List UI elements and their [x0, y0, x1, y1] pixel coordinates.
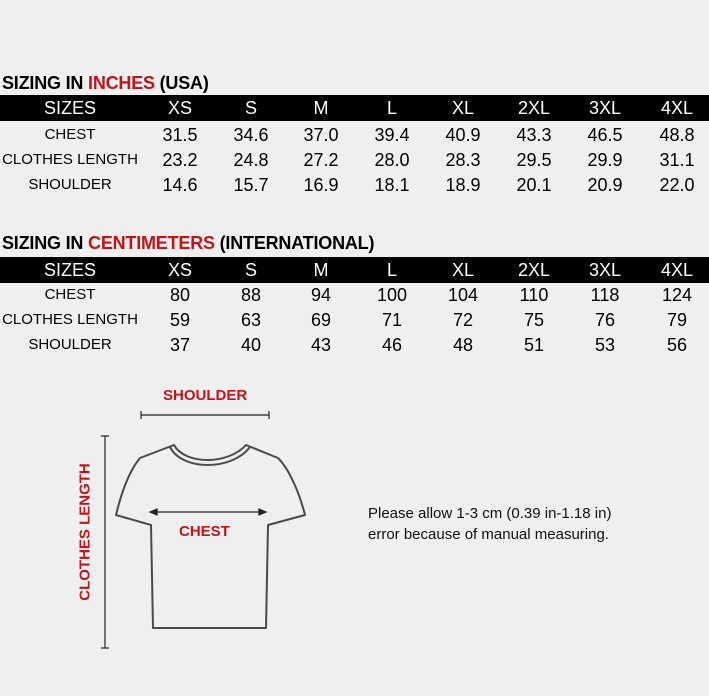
row-label: CLOTHES LENGTH	[2, 311, 138, 328]
header-label: SIZES	[43, 260, 96, 280]
table-cell: 110	[519, 285, 549, 305]
size-header: L	[386, 98, 397, 118]
centimeters-table	[0, 233, 709, 363]
size-header: S	[244, 260, 257, 280]
chest-measure-arrow	[150, 509, 266, 515]
table-cell: 23.2	[162, 150, 198, 170]
row-label: CHEST	[44, 126, 96, 143]
table-cell: 24.8	[233, 150, 269, 170]
table-cell: 56	[666, 335, 688, 355]
table-cell: 79	[666, 310, 688, 330]
table-cell: 59	[169, 310, 191, 330]
row-label: SHOULDER	[28, 336, 112, 353]
note-line-2: error because of manual measuring.	[368, 526, 609, 543]
table-row-shoulder	[0, 333, 709, 357]
table-cell: 48	[452, 335, 474, 355]
table-cell: 22.0	[659, 175, 695, 195]
inches-header-row	[0, 95, 709, 121]
table-cell: 71	[381, 310, 403, 330]
inches-table	[0, 73, 709, 203]
table-cell: 118	[590, 285, 620, 305]
size-header: S	[244, 98, 257, 118]
inches-title: SIZING IN INCHES (USA)	[2, 73, 209, 93]
table-row-shoulder	[0, 173, 709, 197]
centimeters-title: SIZING IN CENTIMETERS (INTERNATIONAL)	[2, 233, 375, 253]
size-header: M	[313, 98, 329, 118]
table-cell: 28.0	[374, 150, 410, 170]
shoulder-measure-line	[141, 411, 269, 419]
size-header: XL	[451, 260, 475, 280]
table-cell: 18.1	[374, 175, 410, 195]
size-header: 4XL	[660, 260, 694, 280]
row-label: CLOTHES LENGTH	[2, 151, 138, 168]
chest-label: CHEST	[179, 523, 230, 540]
table-row-chest	[0, 123, 709, 147]
table-cell: 124	[661, 285, 693, 305]
size-header: 3XL	[588, 98, 622, 118]
note-line-1: Please allow 1-3 cm (0.39 in-1.18 in)	[368, 505, 612, 522]
size-header: XS	[167, 98, 192, 118]
table-cell: 27.2	[303, 150, 339, 170]
row-label: CHEST	[44, 286, 96, 303]
table-cell: 53	[594, 335, 616, 355]
table-cell: 76	[594, 310, 616, 330]
table-cell: 69	[310, 310, 332, 330]
measurement-diagram	[0, 370, 709, 696]
table-cell: 31.1	[659, 150, 695, 170]
table-cell: 16.9	[303, 175, 339, 195]
length-measure-line	[101, 436, 109, 648]
table-cell: 43.3	[516, 125, 552, 145]
table-row-length	[0, 308, 709, 332]
table-cell: 20.1	[516, 175, 552, 195]
table-cell: 37	[169, 335, 191, 355]
shoulder-label: SHOULDER	[163, 387, 248, 404]
table-cell: 46.5	[587, 125, 623, 145]
table-cell: 31.5	[162, 125, 198, 145]
table-cell: 29.5	[516, 150, 552, 170]
table-cell: 15.7	[233, 175, 269, 195]
table-cell: 39.4	[374, 125, 410, 145]
clothes-length-label: CLOTHES LENGTH	[76, 463, 94, 601]
size-header: 3XL	[588, 260, 622, 280]
table-cell: 63	[240, 310, 262, 330]
table-cell: 18.9	[445, 175, 481, 195]
size-header: L	[386, 260, 397, 280]
size-header: M	[313, 260, 329, 280]
table-cell: 51	[523, 335, 545, 355]
table-cell: 88	[240, 285, 262, 305]
table-cell: 46	[381, 335, 403, 355]
table-cell: 75	[523, 310, 545, 330]
size-header: 2XL	[517, 98, 551, 118]
table-cell: 72	[452, 310, 474, 330]
table-cell: 37.0	[303, 125, 339, 145]
table-cell: 40.9	[445, 125, 481, 145]
centimeters-header-row	[0, 257, 709, 283]
table-cell: 43	[310, 335, 332, 355]
table-cell: 40	[240, 335, 262, 355]
table-cell: 48.8	[659, 125, 695, 145]
size-header: XL	[451, 98, 475, 118]
table-cell: 94	[310, 285, 332, 305]
table-cell: 34.6	[233, 125, 269, 145]
table-row-length	[0, 148, 709, 172]
measurement-note	[368, 503, 611, 545]
size-header: XS	[167, 260, 192, 280]
table-cell: 20.9	[587, 175, 623, 195]
table-cell: 29.9	[587, 150, 623, 170]
table-cell: 14.6	[162, 175, 198, 195]
table-cell: 80	[169, 285, 191, 305]
table-cell: 104	[447, 285, 479, 305]
size-header: 4XL	[660, 98, 694, 118]
row-label: SHOULDER	[28, 176, 112, 193]
header-label: SIZES	[43, 98, 96, 118]
table-cell: 28.3	[445, 150, 481, 170]
table-row-chest	[0, 283, 709, 307]
size-header: 2XL	[517, 260, 551, 280]
table-cell: 100	[376, 285, 408, 305]
